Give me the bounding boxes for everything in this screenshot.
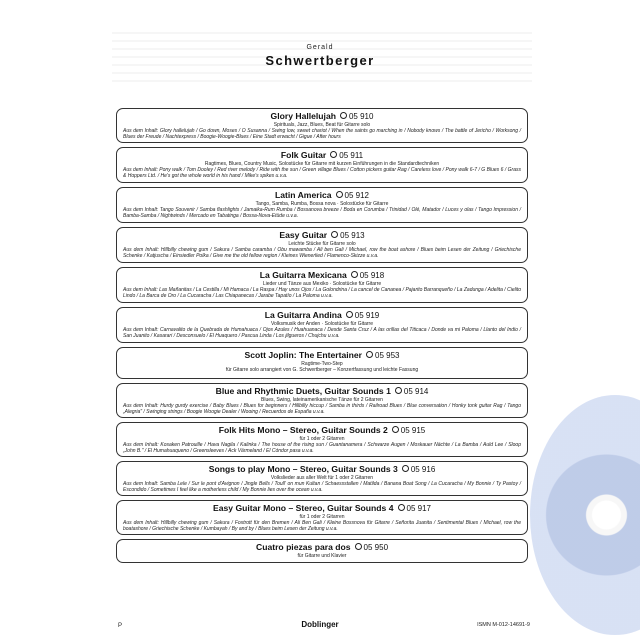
page-mark: P [118,623,123,629]
cd-icon [346,311,353,318]
cd-icon [402,465,409,472]
card-title: Easy Guitar [279,230,328,240]
catalog-number: 05 914 [403,387,429,396]
catalog-number: 05 917 [406,504,431,513]
card-title: Glory Hallelujah [270,111,336,121]
card-subtitle: Tango, Samba, Rumba, Bossa nova · Solostücke für Gitarre [255,201,389,207]
cd-icon [330,151,337,158]
catalog-number: 05 910 [348,112,374,121]
catalog-card[interactable] [116,500,528,535]
card-contents: Aus dem Inhalt: Tango Souvenir / Samba flashlights / Jamaika-Rum Rumba / Bossanova breeze / Boda en Corumba / Trinidad / Olé, Matador / Luces y olas / Tango Impression / Bamba-Samba / Nightwinds / Mercado en Tabatinga / Bossa-Nova-Etüde u.v.a. [123,207,521,219]
catalog-number: 05 919 [354,311,380,320]
card-title: La Guitarra Andina [264,310,342,320]
card-title: Folk Hits Mono – Stereo, Guitar Sounds 2 [218,425,388,435]
catalog-card[interactable] [116,383,528,418]
card-subtitle: Ragtimes, Blues, Country Music, Solostücke für Gitarre mit kurzen Einführungen in die Standardtechniken [204,161,440,167]
catalog-number: 05 912 [344,191,369,200]
publisher-name: Doblinger [301,620,339,629]
catalog-card[interactable] [116,108,528,143]
cd-disc-watermark-icon [530,395,640,635]
card-contents: Aus dem Inhalt: Hillbilly chewing gum / Sakura / Samba caramba / Obu mawamba / Ali ben Gali / Michael, row the boat ashore / Blues beim Lesen der Zeitung / Griechische Schenke / Katjuscha / Einsiedler Polka / Give me the old fellow region / Kleines Wienerlied / Flamenco-Skizze u.v.a. [123,247,521,259]
card-title: Songs to play Mono – Stereo, Guitar Sounds 3 [208,464,398,474]
cd-icon [366,351,373,358]
card-contents: Aus dem Inhalt: Las Mañanitas / La Cestilla / Mi Hamaca / La Raspa / Hay unos Ojos / La Golondrina / La cancel de Cananea / Pajarito Barranqueño / La Zadunga / Adelita / Cielito Lindo / La Barca de Oro / La Cucaracha / Las Chiapanecas / Jarabe Tapatío / La Paloma u.v.a. [123,287,521,299]
card-title: La Guitarra Mexicana [259,270,347,280]
card-subtitle: Volkslieder aus aller Welt für 1 oder 2 Gitarren [270,475,374,481]
cd-icon [331,231,338,238]
card-title: Latin America [275,190,332,200]
card-subtitle: für Gitarre und Klavier [297,553,347,559]
card-subtitle: für 1 oder 2 Gitarren [299,514,345,520]
cd-icon [398,504,405,511]
card-subtitle: Volksmusik der Anden · Solostücke für Gitarre [271,321,373,327]
card-subtitle: Lieder und Tänze aus Mexiko · Solostücke für Gitarre [262,281,382,287]
card-contents: Aus dem Inhalt: Hurdy gurdy exercise / Baby Blues / Blues for beginners / Hillbilly hiccup / Samba in thirds / Railroad Blues / Blue conversation / Honky tonk guitar Rag / Tango „Alegria" / Swinging strings / Boogie Woogie Dealer / Wooing / Recuerdos de España u.v.a. [123,403,521,415]
cd-icon [340,112,347,119]
card-contents: Aus dem Inhalt: Carnavalito de la Quebrada de Humahuaca / Ojos Azules / Huahuanaca / Desde Santa Cruz / A las orillas del Titicaca / Donde va mi Paloma / Llanto del Indio / San Juanito / Kasarari / Desconsuelo / El Huaquero / Pascua Linda / Los jilgueros / Chujchu u.v.a. [123,327,521,339]
card-subtitle: Spirituals, Jazz, Blues, Beat für Gitarre solo [273,122,371,128]
card-title: Scott Joplin: The Entertainer [244,350,362,360]
card-contents: Aus dem Inhalt: Samba Lele / Sur le pont d'Avignon / Jingle Bells / Toull' on mun Kultan / Schaessstallen / Matilda / Banana Boat Song / La Cucaracha / My Bonnie / Ty Pastoy / Escondido / Sometimes I feel like a motherless child / My Bonnie lies over the ocean u.v.a. [123,481,521,493]
card-subtitle: Ragtime-Two-Step [301,361,343,367]
card-contents: Aus dem Inhalt: Hillbilly chewing gum / Sakura / Foxtrott für den Bremen / Ali Ben Gali / Kleine Bossnova für Gitarre / Señorita Juanita / Sentimental Blues / Michael, row the boatashore / Griechische Schenke / Kumbayah / By and by / Blues beim Lesen der Zeitung u.v.a. [123,520,521,532]
card-title: Easy Guitar Mono – Stereo, Guitar Sounds 4 [213,503,394,513]
card-contents: Aus dem Inhalt: Kosaken Patrouille / Hava Nagila / Kalinka / The house of the rising sun / Guantanamera / Schwarze Augen / Moskauer Nächte / La Bamba / Auld Lee / Sloop „John B." / El Humahuaqueno / Greensleeves / Ack Värmeland / El Cóndor pasa u.v.a. [123,442,521,454]
card-contents: Aus dem Inhalt: Glory hallelujah / Go down, Moses / O Susanna / Swing low, sweet chariot / When the saints go marching in / Nobody knows / The battle of Jericho / Worksong / Blues der Freude / Nachtexpress / Boogie-Woogie-Blues / Eine Stadt erwacht / Gigue / After hours [123,128,521,140]
cd-icon [355,543,362,550]
card-title: Folk Guitar [280,150,327,160]
card-contents: Aus dem Inhalt: Pony walk / Tom Dooley / Red river melody / Ride with the sun / Green village Blues / Cotton pickers guitar Rag / Careless love / Pony walk 6-7 / G Blues 6 / Grass & Hoppers Ltd. / He's got the whole world in his hand / Mike's spikes u.v.a. [123,167,521,179]
catalog-number: 05 918 [359,271,385,280]
cd-icon [336,191,343,198]
card-title: Blue and Rhythmic Duets, Guitar Sounds 1 [215,386,391,396]
catalog-card[interactable] [116,539,528,563]
cd-icon [395,387,402,394]
catalog-card[interactable] [116,267,528,303]
card-subtitle: für 1 oder 2 Gitarren [299,436,345,442]
cd-icon [392,426,399,433]
catalog-card[interactable] [116,147,528,183]
card-subtitle: Leichte Stücke für Gitarre solo [288,241,356,247]
ismn-code: ISMN M-012-14691-9 [477,622,530,628]
catalog-number: 05 911 [339,151,364,160]
catalog-number: 05 953 [375,351,400,360]
author-last-name: Schwertberger [265,53,375,68]
catalog-list [116,108,528,567]
author-first-name: Gerald [306,44,334,51]
catalog-number: 05 916 [410,465,436,474]
card-title: Cuatro piezas para dos [255,542,351,552]
cd-icon [351,271,358,278]
catalog-number: 05 950 [363,543,389,552]
catalog-card[interactable] [116,187,528,223]
catalog-card[interactable] [116,227,528,263]
catalog-card[interactable] [116,422,528,457]
catalog-card[interactable] [116,461,528,496]
card-subtitle-2: für Gitarre solo arrangiert von G. Schwertberger – Konzertfassung und leichte Fassung [225,367,419,373]
catalog-number: 05 913 [340,231,365,240]
card-subtitle: Blues, Swing, lateinamerikanische Tänze für 2 Gitarren [261,397,383,403]
catalog-card[interactable] [116,347,528,379]
catalog-card[interactable] [116,307,528,343]
catalog-number: 05 915 [400,426,426,435]
